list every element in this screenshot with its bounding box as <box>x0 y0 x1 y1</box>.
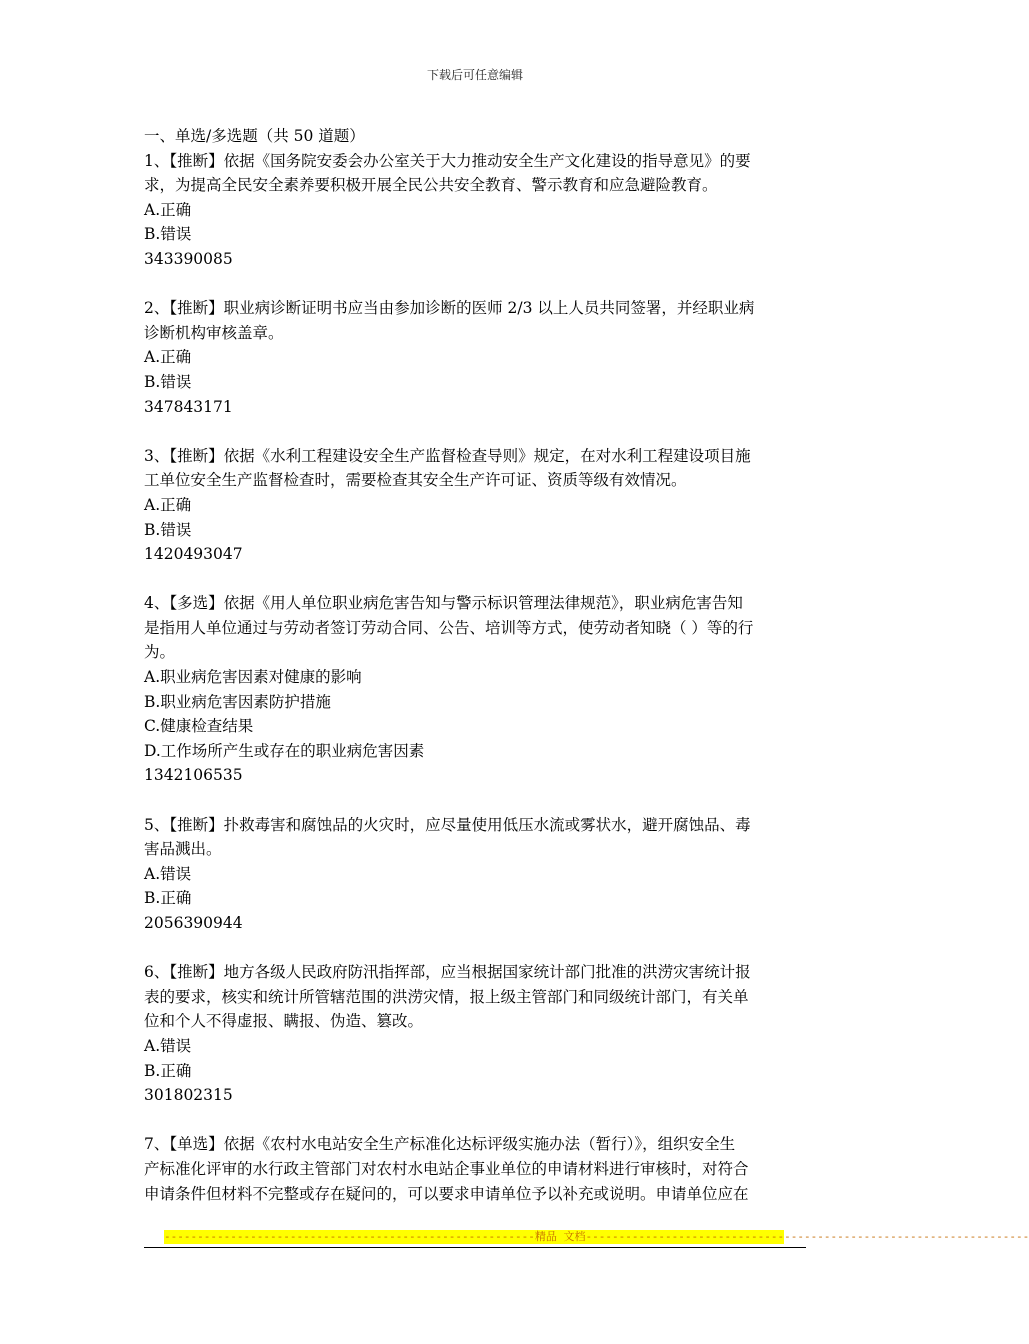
option-c: C.健康检查结果 <box>144 717 254 736</box>
question-id: 347843171 <box>144 397 233 416</box>
question-text: 求，为提高全民安全素养要积极开展全民公共安全教育、警示教育和应急避险教育。 <box>144 176 718 195</box>
option-d: D.工作场所产生或存在的职业病危害因素 <box>144 741 425 760</box>
page-header-note: 下载后可任意编辑 <box>426 68 523 82</box>
question-text: 诊断机构审核盖章。 <box>144 323 284 342</box>
question-text: 7、【单选】依据《农村水电站安全生产标准化达标评级实施办法（暂行）》，组织安全生 <box>144 1135 736 1154</box>
question-text: 3、【推断】依据《水利工程建设安全生产监督检查导则》规定，在对水利工程建设项目施 <box>144 446 751 465</box>
question-text: 是指用人单位通过与劳动者签订劳动合同、公告、培训等方式，使劳动者知晓（ ）等的行 <box>144 618 754 637</box>
question-text: 为。 <box>144 643 176 662</box>
option-a: A.错误 <box>144 864 192 883</box>
question-1 <box>144 149 808 272</box>
question-text: 工单位安全生产监督检查时，需要检查其安全生产许可证、资质等级有效情况。 <box>144 471 687 490</box>
question-text: 产标准化评审的水行政主管部门对农村水电站企事业单位的申请材料进行审核时，对符合 <box>144 1159 749 1178</box>
footer-divider <box>144 1247 806 1248</box>
question-id: 301802315 <box>144 1086 233 1105</box>
question-text: 1、【推断】依据《国务院安委会办公室关于大力推动安全生产文化建设的指导意见》的要 <box>144 151 751 170</box>
question-text: 申请条件但材料不完整或存在疑问的，可以要求申请单位予以补充或说明。申请单位应在 <box>144 1184 749 1203</box>
option-b: B.错误 <box>144 225 192 244</box>
option-a: A.正确 <box>144 200 192 219</box>
document-body <box>144 124 808 1206</box>
option-a: A.职业病危害因素对健康的影响 <box>144 668 362 687</box>
option-b: B.职业病危害因素防护措施 <box>144 692 331 711</box>
option-b: B.正确 <box>144 889 192 908</box>
question-2 <box>144 296 808 419</box>
question-text: 2、【推断】职业病诊断证明书应当由参加诊断的医师 2/3 以上人员共同签署，并经职业病 <box>144 299 755 318</box>
option-b: B.错误 <box>144 372 192 391</box>
question-text: 位和个人不得虚报、瞒报、伪造、篡改。 <box>144 1012 424 1031</box>
question-id: 1342106535 <box>144 766 243 785</box>
option-b: B.错误 <box>144 520 192 539</box>
question-id: 1420493047 <box>144 545 243 564</box>
question-text: 6、【推断】地方各级人民政府防汛指挥部，应当根据国家统计部门批准的洪涝灾害统计报 <box>144 963 751 982</box>
question-4 <box>144 591 808 788</box>
option-a: A.正确 <box>144 495 192 514</box>
section-title: 一、单选/多选题（共 50 道题） <box>144 127 365 145</box>
question-text: 表的要求，核实和统计所管辖范围的洪涝灾情，报上级主管部门和同级统计部门，有关单 <box>144 987 749 1006</box>
question-id: 343390085 <box>144 249 233 268</box>
question-3 <box>144 444 808 567</box>
question-text: 4、【多选】依据《用人单位职业病危害告知与警示标识管理法律规范》，职业病危害告知 <box>144 594 743 613</box>
option-a: A.错误 <box>144 1036 192 1055</box>
option-a: A.正确 <box>144 348 192 367</box>
option-b: B.正确 <box>144 1061 192 1080</box>
question-5 <box>144 813 808 936</box>
question-text: 害品溅出。 <box>144 840 222 859</box>
question-7 <box>144 1132 808 1206</box>
question-text: 5、【推断】扑救毒害和腐蚀品的火灾时，应尽量使用低压水流或雾状水，避开腐蚀品、毒 <box>144 815 751 834</box>
footer-banner: --------------------------------------------------------精品 文档------------------------------------------------------------------- <box>164 1230 1029 1243</box>
question-id: 2056390944 <box>144 914 243 932</box>
question-6 <box>144 960 808 1108</box>
